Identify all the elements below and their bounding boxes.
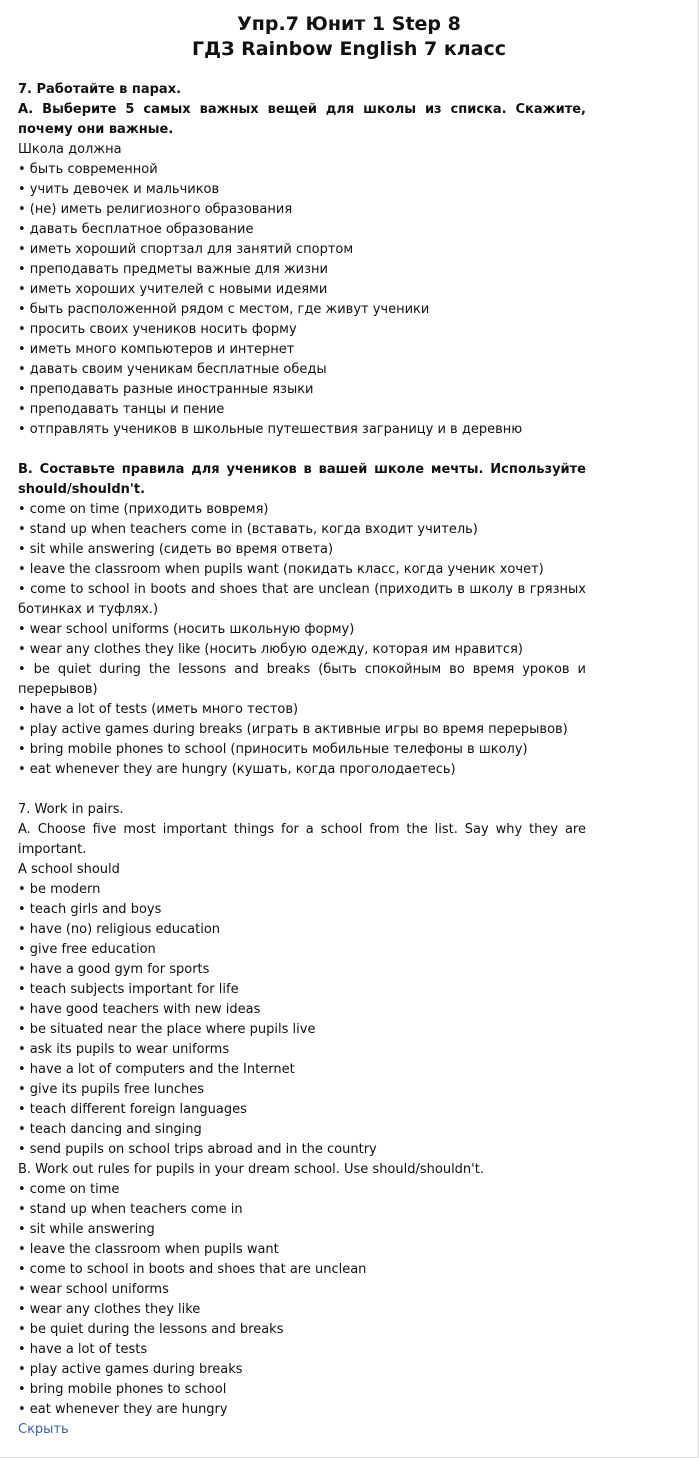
list-item: • eat whenever they are hungry [18,1402,228,1417]
list-item: • come on time (приходить вовремя) [18,502,269,517]
ru-exercise-heading: 7. Работайте в парах. [18,82,182,97]
list-item: • play active games during breaks (играть в активные игры во время перерывов) [18,722,568,737]
list-item: • be modern [18,882,101,897]
list-item: • быть расположенной рядом с местом, где живут ученики [18,302,430,317]
list-item: • leave the classroom when pupils want (покидать класс, когда ученик хочет) [18,562,544,577]
en-part-a-list [18,880,586,1160]
ru-part-b-instruction: B. Составьте правила для учеников в вашей школе мечты. Используйте should/shouldn't. [18,462,586,497]
ru-part-a-lead: Школа должна [18,142,122,157]
list-item: • leave the classroom when pupils want [18,1242,279,1257]
list-item: • bring mobile phones to school (приносить мобильные телефоны в школу) [18,742,528,757]
hide-link[interactable]: Скрыть [18,1422,69,1437]
list-item: • have a lot of tests [18,1342,148,1357]
list-item: • give free education [18,942,156,957]
en-part-b-list [18,1180,586,1420]
list-item: • be quiet during the lessons and breaks [18,1322,284,1337]
list-item: • come on time [18,1182,120,1197]
list-item: • иметь много компьютеров и интернет [18,342,295,357]
list-item: • учить девочек и мальчиков [18,182,220,197]
list-item: • wear any clothes they like (носить любую одежду, которая им нравится) [18,642,523,657]
en-part-b-instruction: B. Work out rules for pupils in your dream school. Use should/shouldn't. [18,1162,484,1177]
list-item: • wear school uniforms (носить школьную форму) [18,622,355,637]
list-item: • teach different foreign languages [18,1102,247,1117]
list-item: • teach subjects important for life [18,982,239,997]
list-item: • come to school in boots and shoes that are unclean [18,1262,367,1277]
list-item: • иметь хороший спортзал для занятий спортом [18,242,354,257]
list-item: • ask its pupils to wear uniforms [18,1042,230,1057]
list-item: • быть современной [18,162,158,177]
list-item: • stand up when teachers come in (вставать, когда входит учитель) [18,522,478,537]
list-item: • have a lot of tests (иметь много тестов) [18,702,299,717]
list-item: • be quiet during the lessons and breaks (быть спокойным во время уроков и перерывов) [18,662,586,697]
list-item: • play active games during breaks [18,1362,243,1377]
list-item: • отправлять учеников в школьные путешествия заграницу и в деревню [18,422,523,437]
list-item: • давать бесплатное образование [18,222,254,237]
list-item: • eat whenever they are hungry (кушать, когда проголодаетесь) [18,762,456,777]
ru-part-a-list [18,160,586,440]
list-item: • have good teachers with new ideas [18,1002,261,1017]
list-item: • wear school uniforms [18,1282,169,1297]
exercise-content [18,80,586,1440]
list-item: • be situated near the place where pupils live [18,1022,316,1037]
en-part-a-instruction: A. Choose five most important things for a school from the list. Say why they are important. [18,822,586,857]
list-item: • teach dancing and singing [18,1122,202,1137]
list-item: • преподавать предметы важные для жизни [18,262,328,277]
en-exercise-heading: 7. Work in pairs. [18,802,124,817]
list-item: • (не) иметь религиозного образования [18,202,293,217]
en-part-a-lead: A school should [18,862,120,877]
list-item: • преподавать разные иностранные языки [18,382,314,397]
list-item: • have a lot of computers and the Internet [18,1062,295,1077]
list-item: • просить своих учеников носить форму [18,322,297,337]
list-item: • have (no) religious education [18,922,221,937]
page-header [0,0,698,62]
list-item: • send pupils on school trips abroad and in the country [18,1142,377,1157]
list-item: • давать своим ученикам бесплатные обеды [18,362,327,377]
list-item: • stand up when teachers come in [18,1202,243,1217]
list-item: • have a good gym for sports [18,962,210,977]
list-item: • give its pupils free lunches [18,1082,204,1097]
list-item: • sit while answering (сидеть во время ответа) [18,542,334,557]
list-item: • teach girls and boys [18,902,162,917]
page-title-line-1: Упр.7 Юнит 1 Step 8 [237,13,461,35]
list-item: • sit while answering [18,1222,155,1237]
list-item: • bring mobile phones to school [18,1382,227,1397]
page-title-line-2: ГДЗ Rainbow English 7 класс [191,38,507,60]
list-item: • wear any clothes they like [18,1302,201,1317]
ru-part-b-list [18,500,586,780]
list-item: • иметь хороших учителей с новыми идеями [18,282,328,297]
list-item: • come to school in boots and shoes that are unclean (приходить в школу в грязных ботинках и туфлях.) [18,582,586,617]
ru-part-a-instruction: A. Выберите 5 самых важных вещей для школы из списка. Скажите, почему они важные. [18,102,586,137]
section-spacer [18,440,586,460]
list-item: • преподавать танцы и пение [18,402,225,417]
section-spacer [18,780,586,800]
